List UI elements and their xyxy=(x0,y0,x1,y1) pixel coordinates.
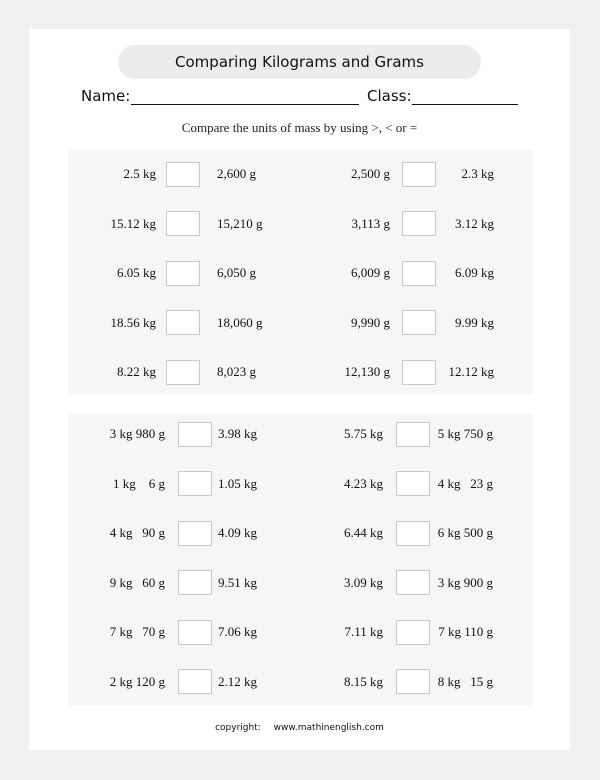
answer-box[interactable] xyxy=(396,521,430,546)
quantity-right: 12.12 kg xyxy=(448,364,494,379)
quantity-right: 7.06 kg xyxy=(218,624,257,639)
answer-box[interactable] xyxy=(166,162,200,187)
quantity-right: 3 kg 900 g xyxy=(437,574,493,590)
quantity-right: 1.05 kg xyxy=(218,475,257,491)
class-line[interactable] xyxy=(412,104,518,105)
quantity-right: 2.12 kg xyxy=(218,673,257,689)
quantity-left: 2 kg 120 g xyxy=(109,673,165,689)
quantity-left: 3,113 g xyxy=(351,215,390,231)
section-2-panel xyxy=(68,414,533,705)
quantity-left: 7.11 kg xyxy=(344,624,383,639)
quantity-left: 3 kg 980 g xyxy=(109,426,165,441)
quantity-right: 18,060 g xyxy=(217,314,263,330)
quantity-left: 6.05 kg xyxy=(117,265,156,280)
answer-box[interactable] xyxy=(178,471,212,496)
copyright-url: www.mathinenglish.com xyxy=(273,723,384,733)
answer-box[interactable] xyxy=(178,669,212,694)
quantity-left: 3.09 kg xyxy=(344,574,383,590)
quantity-right: 8 kg 15 g xyxy=(437,673,493,689)
worksheet-title: Comparing Kilograms and Grams xyxy=(118,45,481,79)
copyright-footer xyxy=(29,723,570,733)
quantity-right: 2,600 g xyxy=(217,166,256,181)
quantity-right: 9.99 kg xyxy=(455,314,494,330)
answer-box[interactable] xyxy=(178,422,212,447)
copyright-label: copyright: xyxy=(215,723,261,733)
quantity-left: 15.12 kg xyxy=(110,215,156,231)
answer-box[interactable] xyxy=(166,261,200,286)
quantity-left: 8.22 kg xyxy=(117,364,156,379)
quantity-left: 2.5 kg xyxy=(123,166,156,181)
quantity-right: 2.3 kg xyxy=(461,166,494,181)
quantity-left: 2,500 g xyxy=(351,166,390,181)
answer-box[interactable] xyxy=(402,211,436,236)
answer-box[interactable] xyxy=(402,360,436,385)
quantity-left: 8.15 kg xyxy=(344,673,383,689)
quantity-left: 4 kg 90 g xyxy=(109,525,165,540)
answer-box[interactable] xyxy=(396,422,430,447)
quantity-left: 7 kg 70 g xyxy=(109,624,165,639)
answer-box[interactable] xyxy=(396,570,430,595)
quantity-left: 6,009 g xyxy=(351,265,390,280)
quantity-right: 3.98 kg xyxy=(218,426,257,441)
name-line[interactable] xyxy=(131,104,359,105)
quantity-right: 8,023 g xyxy=(217,364,256,379)
name-label: Name: xyxy=(81,87,131,105)
quantity-left: 9,990 g xyxy=(351,314,390,330)
quantity-left: 4.23 kg xyxy=(344,475,383,491)
quantity-right: 15,210 g xyxy=(217,215,263,231)
worksheet-page xyxy=(29,29,570,750)
quantity-left: 18.56 kg xyxy=(110,314,156,330)
answer-box[interactable] xyxy=(166,211,200,236)
class-label: Class: xyxy=(367,87,412,105)
answer-box[interactable] xyxy=(396,471,430,496)
quantity-right: 6,050 g xyxy=(217,265,256,280)
quantity-right: 5 kg 750 g xyxy=(437,426,493,441)
answer-box[interactable] xyxy=(166,360,200,385)
quantity-right: 4 kg 23 g xyxy=(437,475,493,491)
quantity-right: 6 kg 500 g xyxy=(437,525,493,540)
quantity-left: 12,130 g xyxy=(344,364,390,379)
instruction-text: Compare the units of mass by using >, < or = xyxy=(181,120,418,135)
answer-box[interactable] xyxy=(166,310,200,335)
answer-box[interactable] xyxy=(402,261,436,286)
quantity-left: 6.44 kg xyxy=(344,525,383,540)
quantity-right: 4.09 kg xyxy=(218,525,257,540)
quantity-right: 9.51 kg xyxy=(218,574,257,590)
answer-box[interactable] xyxy=(396,620,430,645)
quantity-right: 6.09 kg xyxy=(455,265,494,280)
answer-box[interactable] xyxy=(178,521,212,546)
quantity-left: 9 kg 60 g xyxy=(109,574,165,590)
quantity-right: 7 kg 110 g xyxy=(438,624,493,639)
answer-box[interactable] xyxy=(402,310,436,335)
answer-box[interactable] xyxy=(402,162,436,187)
quantity-left: 5.75 kg xyxy=(344,426,383,441)
answer-box[interactable] xyxy=(178,570,212,595)
quantity-left: 1 kg 6 g xyxy=(113,475,165,491)
quantity-right: 3.12 kg xyxy=(455,215,494,231)
answer-box[interactable] xyxy=(396,669,430,694)
answer-box[interactable] xyxy=(178,620,212,645)
